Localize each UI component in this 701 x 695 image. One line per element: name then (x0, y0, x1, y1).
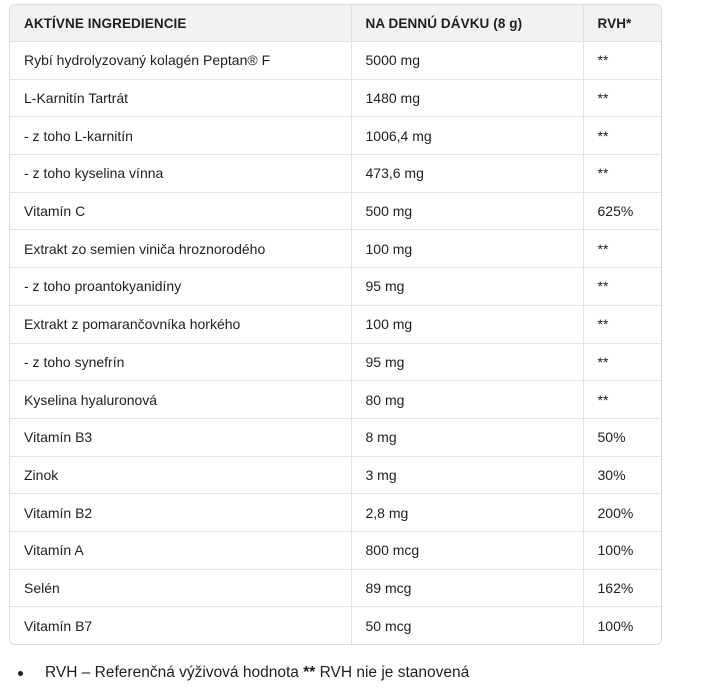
cell-rvh: 50% (583, 418, 661, 456)
cell-ingredient: Vitamín A (10, 531, 351, 569)
cell-ingredient: Rybí hydrolyzovaný kolagén Peptan® F (10, 42, 351, 80)
cell-daily-dose: 800 mcg (351, 531, 583, 569)
cell-daily-dose: 1480 mg (351, 79, 583, 117)
table-row (10, 531, 661, 569)
table-row (10, 494, 661, 532)
cell-ingredient: Extrakt zo semien viniča hroznorodého (10, 230, 351, 268)
cell-ingredient: Vitamín B7 (10, 607, 351, 644)
table-row (10, 381, 661, 419)
table-row (10, 268, 661, 306)
cell-ingredient: Vitamín B3 (10, 418, 351, 456)
cell-daily-dose: 5000 mg (351, 42, 583, 80)
cell-rvh: 30% (583, 456, 661, 494)
cell-daily-dose: 473,6 mg (351, 155, 583, 193)
footnote-bold: ** (303, 664, 316, 681)
cell-ingredient: - z toho kyselina vínna (10, 155, 351, 193)
cell-rvh: ** (583, 79, 661, 117)
table-row (10, 607, 661, 644)
cell-rvh: ** (583, 155, 661, 193)
table-row (10, 418, 661, 456)
cell-rvh: ** (583, 117, 661, 155)
cell-daily-dose: 95 mg (351, 268, 583, 306)
table-row (10, 305, 661, 343)
cell-ingredient: Kyselina hyaluronová (10, 381, 351, 419)
cell-daily-dose: 50 mcg (351, 607, 583, 644)
table-row (10, 42, 661, 80)
header-ingredient: AKTÍVNE INGREDIENCIE (10, 5, 351, 42)
table-body (10, 42, 661, 645)
footnote (18, 664, 469, 682)
cell-daily-dose: 500 mg (351, 192, 583, 230)
cell-daily-dose: 80 mg (351, 381, 583, 419)
cell-daily-dose: 100 mg (351, 230, 583, 268)
footnote-text (45, 664, 469, 682)
cell-daily-dose: 1006,4 mg (351, 117, 583, 155)
table-row (10, 569, 661, 607)
ingredients-table-container (9, 4, 662, 645)
ingredients-table (10, 5, 661, 644)
table-row (10, 343, 661, 381)
cell-ingredient: - z toho proantokyanidíny (10, 268, 351, 306)
cell-ingredient: - z toho L-karnitín (10, 117, 351, 155)
cell-rvh: ** (583, 42, 661, 80)
table-row (10, 192, 661, 230)
cell-rvh: 162% (583, 569, 661, 607)
cell-ingredient: Selén (10, 569, 351, 607)
cell-rvh: 100% (597, 617, 634, 634)
header-rvh: RVH* (583, 5, 661, 42)
cell-daily-dose: 100 mg (351, 305, 583, 343)
bullet-icon (18, 671, 23, 676)
table-row (10, 117, 661, 155)
cell-daily-dose: 95 mg (351, 343, 583, 381)
cell-daily-dose: 8 mg (351, 418, 583, 456)
footnote-part2: RVH nie je stanovená (315, 664, 470, 681)
header-daily-dose: NA DENNÚ DÁVKU (8 g) (351, 5, 583, 42)
table-row (10, 230, 661, 268)
cell-rvh: 200% (583, 494, 661, 532)
cell-rvh: ** (583, 230, 661, 268)
cell-rvh: ** (583, 343, 661, 381)
cell-daily-dose: 3 mg (351, 456, 583, 494)
footnote-part1: RVH – Referenčná výživová hodnota (45, 664, 304, 681)
cell-rvh: ** (583, 268, 661, 306)
cell-ingredient: L-Karnitín Tartrát (10, 79, 351, 117)
cell-ingredient: Zinok (10, 456, 351, 494)
cell-rvh: 100% (583, 531, 661, 569)
cell-ingredient: Extrakt z pomarančovníka horkého (10, 305, 351, 343)
cell-daily-dose: 89 mcg (351, 569, 583, 607)
cell-ingredient: Vitamín B2 (10, 494, 351, 532)
cell-rvh: ** (583, 305, 661, 343)
cell-ingredient: - z toho synefrín (10, 343, 351, 381)
table-header (10, 5, 661, 42)
table-row (10, 456, 661, 494)
cell-rvh: 625% (583, 192, 661, 230)
cell-ingredient: Vitamín C (10, 192, 351, 230)
table-row (10, 79, 661, 117)
table-row (10, 155, 661, 193)
cell-rvh: ** (583, 381, 661, 419)
cell-daily-dose: 2,8 mg (351, 494, 583, 532)
header-row (10, 5, 661, 42)
